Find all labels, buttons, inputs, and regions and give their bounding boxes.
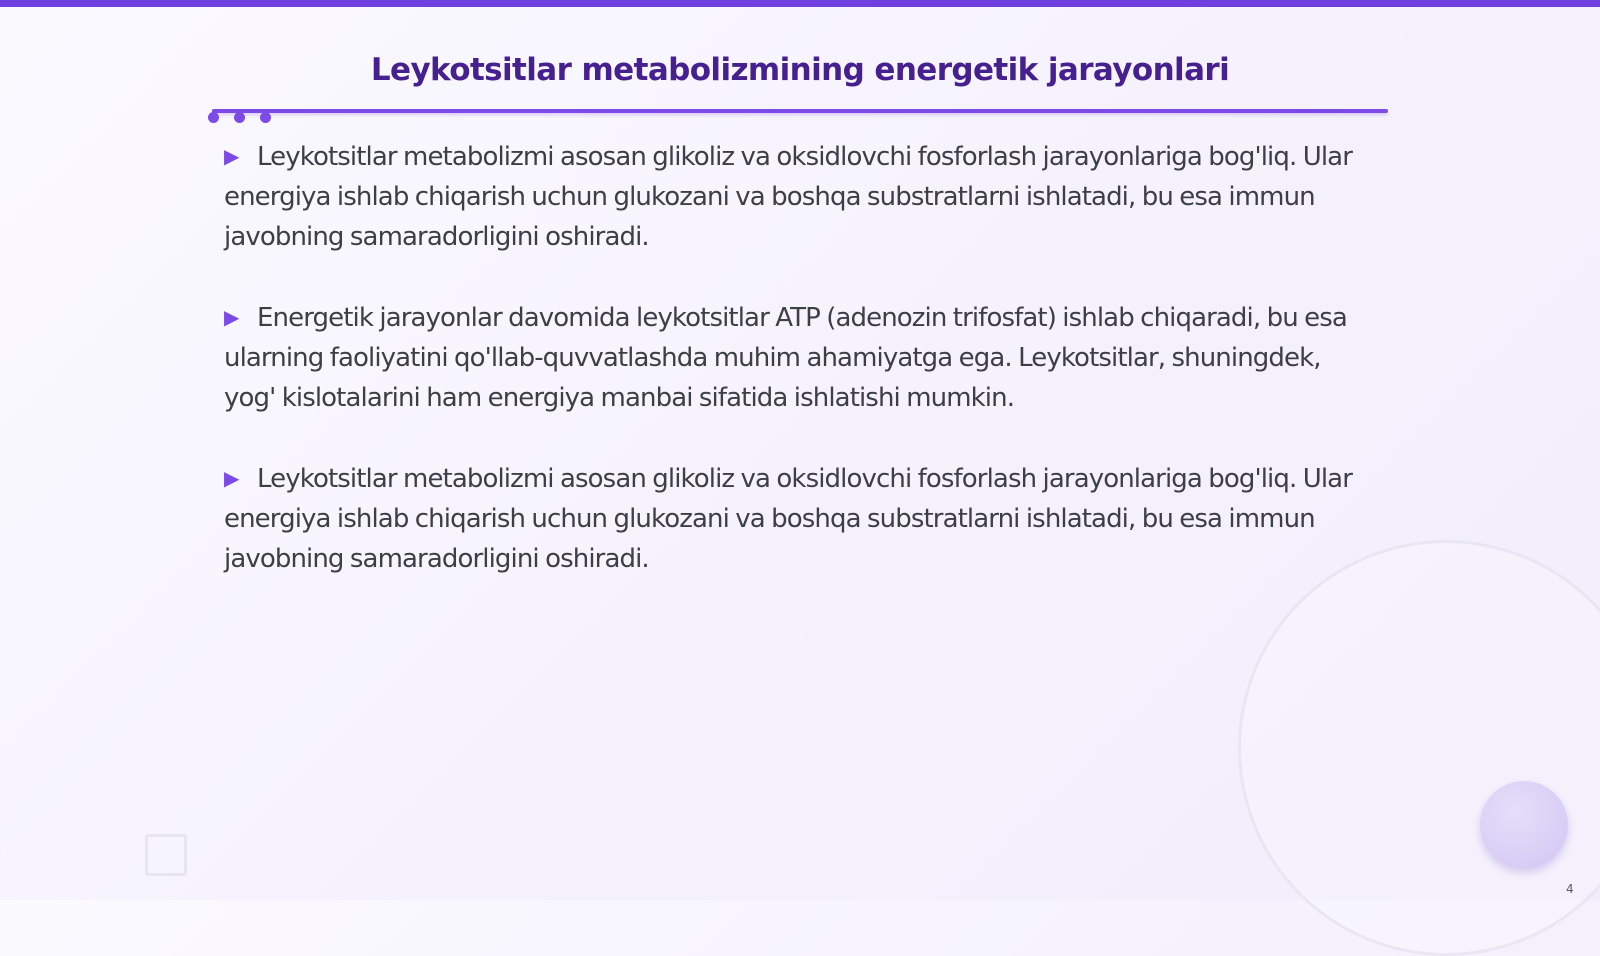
bullet-list	[224, 136, 1356, 619]
bullet-item	[224, 136, 1356, 257]
triangle-right-icon: ▶	[224, 466, 239, 490]
decor-square	[145, 834, 187, 876]
slide-title: Leykotsitlar metabolizmining energetik jarayonlari	[370, 52, 1230, 88]
bullet-item	[224, 458, 1356, 579]
triangle-right-icon: ▶	[224, 305, 239, 329]
decor-dot	[208, 112, 219, 123]
title-underline	[212, 109, 1388, 113]
decor-dot	[234, 112, 245, 123]
bullet-text: Energetik jarayonlar davomida leykotsitlar ATP (adenozin trifosfat) ishlab chiqaradi, bu esa ularning faoliyatini qo'llab-quvvatlashda muhim ahamiyatga ega. Leykotsitlar, shuningdek, yog' kislotalarini ham energiya manbai sifatida ishlatishi mumkin.	[224, 303, 1347, 413]
bullet-item	[224, 297, 1356, 418]
decor-circle	[1480, 781, 1568, 869]
page-number: 4	[1566, 882, 1574, 896]
triangle-right-icon: ▶	[224, 144, 239, 168]
bullet-text: Leykotsitlar metabolizmi asosan glikoliz va oksidlovchi fosforlash jarayonlariga bog'liq. Ular energiya ishlab chiqarish uchun glukozani va boshqa substratlarni ishlatadi, bu esa immun javobning samaradorligini oshiradi.	[224, 464, 1352, 574]
decor-dot	[260, 112, 271, 123]
top-accent-bar	[0, 0, 1600, 7]
bullet-text: Leykotsitlar metabolizmi asosan glikoliz va oksidlovchi fosforlash jarayonlariga bog'liq. Ular energiya ishlab chiqarish uchun glukozani va boshqa substratlarni ishlatadi, bu esa immun javobning samaradorligini oshiradi.	[224, 142, 1352, 252]
